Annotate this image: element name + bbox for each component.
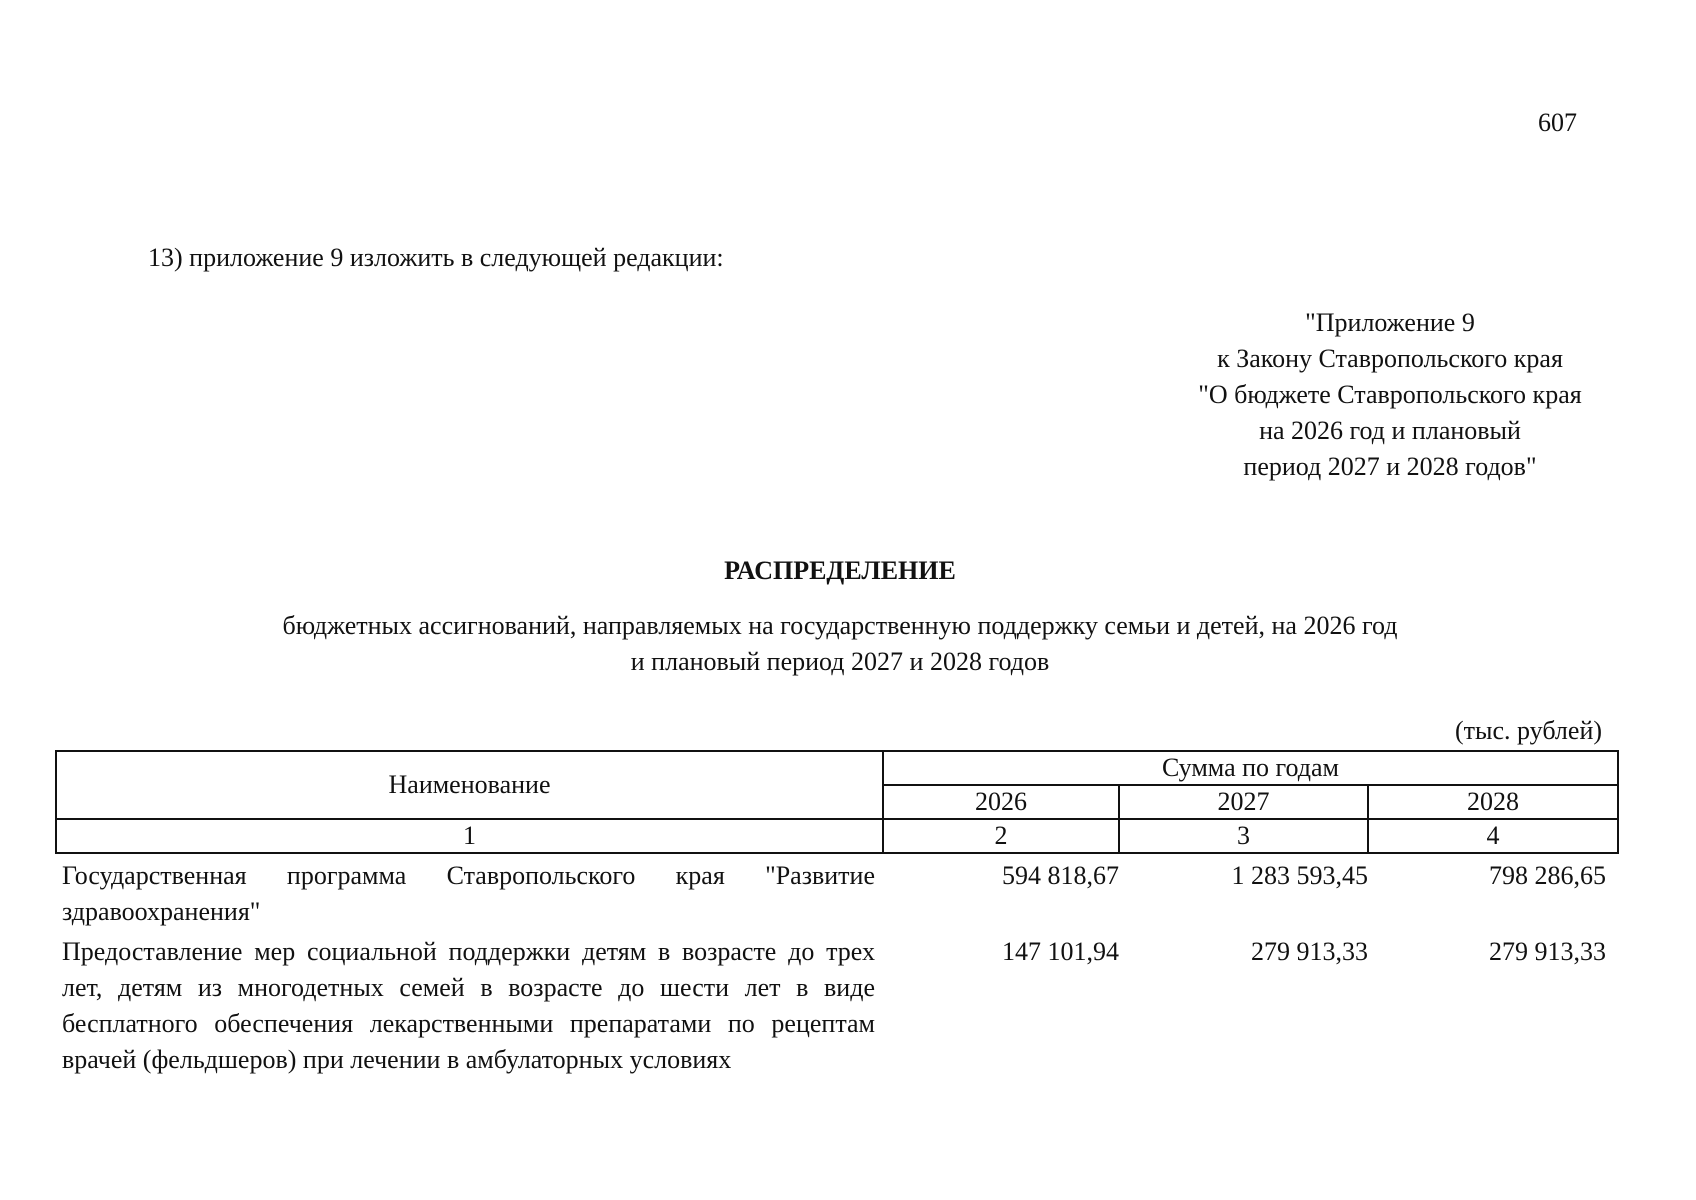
appendix-line: на 2026 год и плановый (1259, 416, 1521, 445)
table-row (56, 853, 1618, 930)
appendix-line: "О бюджете Ставропольского края (1198, 380, 1582, 409)
amendment-instruction: 13) приложение 9 изложить в следующей редакции: (148, 243, 724, 272)
header-year-2026: 2026 (883, 785, 1119, 819)
column-number: 4 (1368, 819, 1618, 853)
header-sum-by-years: Сумма по годам (883, 751, 1618, 785)
column-number: 2 (883, 819, 1119, 853)
row-value-2028: 798 286,65 (1489, 861, 1607, 890)
document-title: РАСПРЕДЕЛЕНИЕ (724, 556, 956, 585)
row-name: Предоставление мер социальной поддержки детям в возрасте до трех лет, детям из многодетных семей в возрасте до шести лет в виде бесплатного обеспечения лекарственными препаратами по рецептам врачей (фельдшеров) при лечении в амбулаторных условиях (62, 937, 875, 1074)
header-name: Наименование (56, 751, 883, 819)
subtitle-line: бюджетных ассигнований, направляемых на государственную поддержку семьи и детей, на 2026 год (282, 611, 1398, 640)
appendix-line: период 2027 и 2028 годов" (1243, 452, 1537, 481)
page-number: 607 (1538, 108, 1577, 137)
row-value-2027: 1 283 593,45 (1231, 861, 1368, 890)
row-value-2026: 147 101,94 (1002, 937, 1119, 966)
appendix-line: к Закону Ставропольского края (1217, 344, 1563, 373)
appendix-line: "Приложение 9 (1305, 308, 1475, 337)
subtitle-line: и плановый период 2027 и 2028 годов (630, 647, 1050, 676)
appendix-reference (1170, 305, 1610, 485)
row-value-2028: 279 913,33 (1489, 937, 1607, 966)
budget-table (55, 750, 1619, 1078)
column-number: 1 (56, 819, 883, 853)
table-row (56, 930, 1618, 1078)
column-number: 3 (1119, 819, 1368, 853)
row-value-2026: 594 818,67 (1002, 861, 1119, 890)
header-year-2028: 2028 (1368, 785, 1618, 819)
row-value-2027: 279 913,33 (1251, 937, 1368, 966)
document-subtitle (230, 608, 1450, 680)
header-year-2027: 2027 (1119, 785, 1368, 819)
units-label: (тыс. рублей) (1455, 716, 1603, 745)
row-name: Государственная программа Ставропольского края "Развитие здравоохранения" (62, 861, 875, 926)
